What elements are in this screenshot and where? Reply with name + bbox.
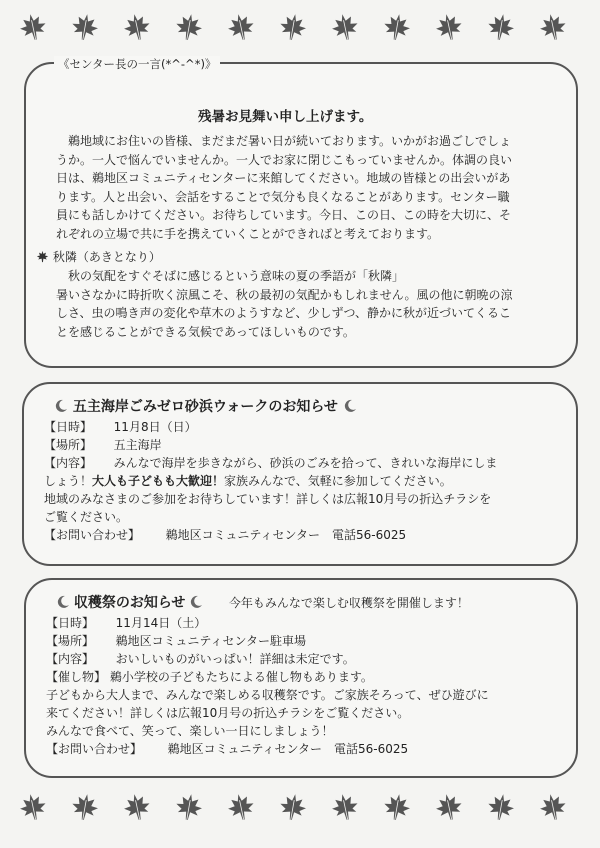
autumn-subheading-text: 秋隣（あきとなり） bbox=[52, 250, 161, 264]
maple-leaf-icon bbox=[15, 789, 51, 825]
maple-leaf-icon bbox=[484, 10, 519, 45]
harvest-contact-row bbox=[46, 740, 408, 758]
maple-leaf-icon bbox=[119, 9, 155, 45]
maple-leaf-border-top bbox=[0, 8, 600, 48]
harvest-festival-box bbox=[24, 578, 578, 778]
beach-walk-content-row bbox=[44, 454, 497, 472]
center-message-box bbox=[24, 57, 578, 368]
beach-walk-note-line: ご覧ください。 bbox=[44, 510, 129, 524]
center-message-line: ります。人と出会い、会話をすることで気分も良くなることがあります。センター職 bbox=[56, 189, 510, 204]
beach-walk-place-row bbox=[44, 436, 162, 454]
date-label: 【日時】 bbox=[46, 616, 95, 630]
maple-leaf-icon bbox=[431, 9, 467, 45]
maple-leaf-icon bbox=[380, 790, 415, 825]
moon-icon bbox=[343, 399, 357, 413]
maple-leaf-icon bbox=[535, 789, 571, 825]
content-line2-post: 家族みんなで、気軽に参加してください。 bbox=[224, 474, 452, 488]
center-message-line: れぞれの立場で共に手を携えていくことができればと考えております。 bbox=[56, 226, 440, 241]
center-message-line: 員にも話しかけてください。お待ちしています。今日、この日、この時を大切に、そ bbox=[56, 208, 512, 222]
autumn-subheading bbox=[36, 248, 161, 267]
place-value: 鵜地区コミュニティセンター駐車場 bbox=[115, 634, 306, 648]
harvest-note-line: 来てください！詳しくは広報10月号の折込チラシをご覧ください。 bbox=[46, 706, 410, 720]
event-value: 鵜小学校の子どもたちによる催し物もあります。 bbox=[109, 670, 373, 684]
beach-walk-contact-row bbox=[44, 526, 406, 544]
beach-walk-date-row bbox=[44, 418, 197, 436]
maple-leaf-icon bbox=[223, 789, 259, 825]
maple-leaf-icon bbox=[380, 10, 415, 45]
place-value: 五主海岸 bbox=[113, 438, 162, 452]
maple-leaf-icon bbox=[276, 790, 311, 825]
date-value: 11月8日（日） bbox=[113, 420, 197, 434]
event-label: 【催し物】 bbox=[46, 670, 107, 684]
harvest-title: 収穫祭のお知らせ bbox=[73, 595, 186, 611]
maple-leaf-icon bbox=[327, 9, 363, 45]
maple-leaf-border-bottom bbox=[0, 788, 600, 828]
maple-leaf-icon bbox=[484, 790, 519, 825]
place-label: 【場所】 bbox=[44, 438, 93, 452]
maple-leaf-icon bbox=[15, 9, 51, 45]
center-message-line: 鵜地域にお住いの皆様、まだまだ暑い日が続いております。いかがお過ごしでしょ bbox=[56, 134, 512, 148]
autumn-line: 秋の気配をすぐそばに感じるという意味の夏の季語が「秋隣」 bbox=[56, 269, 405, 283]
maple-leaf-icon bbox=[327, 789, 363, 825]
autumn-line: 暑いさなかに時折吹く涼風こそ、秋の最初の気配かもしれません。風の他に朝晩の涼 bbox=[56, 287, 513, 302]
harvest-place-row bbox=[46, 632, 306, 650]
maple-leaf-icon bbox=[172, 790, 207, 825]
contact-value: 鵜地区コミュニティセンター 電話56-6025 bbox=[165, 528, 407, 542]
center-message-line: うか。一人で悩んでいませんか。一人でお家に閉じこもっていませんか。体調の良い bbox=[56, 152, 513, 167]
maple-leaf-icon bbox=[535, 9, 571, 45]
harvest-note-line: 子どもから大人まで、みんなで楽しめる収穫祭です。ご家族そろって、ぜひ遊びに bbox=[46, 688, 489, 702]
autumn-line: しさ、虫の鳴き声の変化や草木のようすなど、少しずつ、静かに秋が近づいてくるこ bbox=[56, 306, 512, 320]
date-value: 11月14日（土） bbox=[115, 616, 207, 630]
maple-leaf-icon bbox=[68, 10, 103, 45]
moon-icon bbox=[54, 399, 68, 413]
maple-leaf-icon bbox=[68, 790, 103, 825]
harvest-content-row bbox=[46, 650, 355, 668]
beach-walk-title-text: 五主海岸ごみゼロ砂浜ウォークのお知らせ bbox=[72, 399, 338, 415]
maple-leaf-icon bbox=[119, 789, 155, 825]
harvest-note-line: みんなで食べて、笑って、楽しい一日にしましょう！ bbox=[46, 724, 334, 738]
contact-label: 【お問い合わせ】 bbox=[44, 528, 141, 542]
center-message-label: 《センター長の一言(*^-^*)》 bbox=[54, 56, 220, 72]
moon-icon bbox=[56, 595, 70, 609]
maple-leaf-icon bbox=[36, 250, 49, 263]
maple-leaf-icon bbox=[172, 10, 207, 45]
maple-leaf-icon bbox=[431, 789, 467, 825]
beach-walk-box bbox=[22, 382, 578, 566]
harvest-title-row bbox=[56, 594, 469, 612]
contact-label: 【お問い合わせ】 bbox=[46, 742, 143, 756]
maple-leaf-icon bbox=[223, 9, 259, 45]
beach-walk-content-line2 bbox=[44, 472, 452, 490]
center-message-heading: 残暑お見舞い申し上げます。 bbox=[198, 109, 373, 125]
maple-leaf-icon bbox=[276, 10, 311, 45]
harvest-event-row bbox=[46, 668, 373, 686]
autumn-line: とを感じることができる気候であってほしいものです。 bbox=[56, 324, 355, 339]
beach-walk-title bbox=[54, 398, 357, 416]
harvest-tagline: 今年もみんなで楽しむ収穫祭を開催します！ bbox=[228, 596, 469, 610]
moon-icon bbox=[189, 595, 203, 609]
content-label: 【内容】 bbox=[44, 456, 93, 470]
center-message-line: 日は、鵜地区コミュニティセンターに来館してください。地域の皆様との出会いがあ bbox=[56, 171, 511, 185]
place-label: 【場所】 bbox=[46, 634, 95, 648]
content-line1: みんなで海岸を歩きながら、砂浜のごみを拾って、きれいな海岸にしま bbox=[113, 456, 498, 470]
beach-walk-note-line: 地域のみなさまのご参加をお待ちしています！詳しくは広報10月号の折込チラシを bbox=[44, 492, 492, 506]
content-line2-bold: 大人も子どもも大歓迎！ bbox=[92, 474, 225, 488]
contact-value: 鵜地区コミュニティセンター 電話56-6025 bbox=[167, 742, 409, 756]
content-label: 【内容】 bbox=[46, 652, 95, 666]
content-value: おいしいものがいっぱい！詳細は未定です。 bbox=[115, 652, 355, 666]
harvest-date-row bbox=[46, 614, 206, 632]
content-line2-pre: しょう！ bbox=[44, 474, 93, 488]
date-label: 【日時】 bbox=[44, 420, 93, 434]
